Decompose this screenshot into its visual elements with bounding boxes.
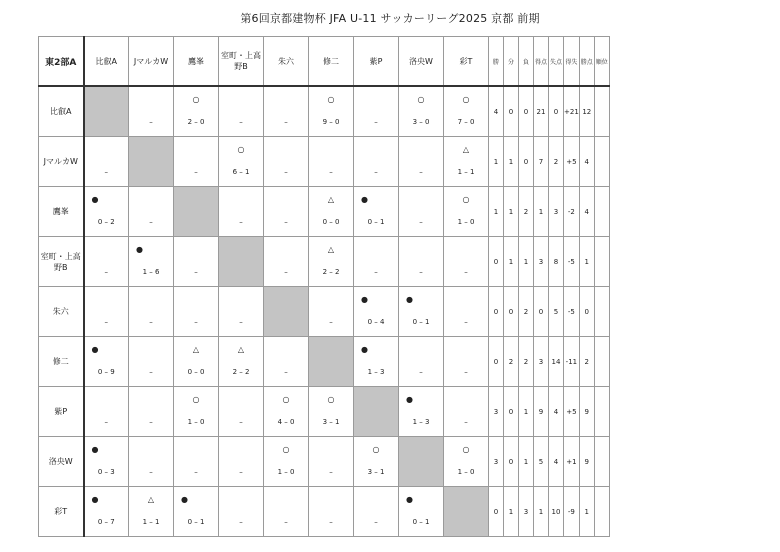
stat-header: 得点 <box>534 37 549 87</box>
win-icon: ○ <box>192 95 200 104</box>
match-result-cell <box>444 237 489 287</box>
match-score: – <box>374 268 378 276</box>
stat-value: 1 <box>504 187 519 237</box>
stat-value: +1 <box>564 437 580 487</box>
stat-value: 3 <box>519 487 534 537</box>
page-title: 第6回京都建物杯 JFA U-11 サッカーリーグ2025 京都 前期 <box>240 12 540 25</box>
win-icon: ○ <box>462 195 470 204</box>
draw-icon: △ <box>462 145 470 154</box>
match-result-cell <box>84 437 129 487</box>
row-team-name: 比叡A <box>39 86 84 137</box>
win-icon: ○ <box>282 445 290 454</box>
row-team-name: 洛央W <box>39 437 84 487</box>
match-result-cell <box>309 437 354 487</box>
stat-value: 21 <box>534 86 549 137</box>
loss-icon: ● <box>361 195 368 204</box>
match-result-cell <box>174 237 219 287</box>
team-row <box>39 187 610 237</box>
loss-icon: ● <box>91 195 99 204</box>
match-score: 0 – 7 <box>97 518 115 526</box>
stat-value: 1 <box>579 487 594 537</box>
match-result-cell <box>219 287 264 337</box>
match-score: 1 – 1 <box>457 168 475 176</box>
match-score: – <box>374 518 378 526</box>
match-score: – <box>104 268 108 276</box>
self-match-cell <box>444 487 489 537</box>
match-score: – <box>284 368 288 376</box>
match-score: – <box>284 218 288 226</box>
row-team-name: 鷹峯 <box>39 187 84 237</box>
stat-value: 9 <box>579 437 594 487</box>
loss-icon: ● <box>406 395 413 404</box>
match-result-cell <box>219 187 264 237</box>
stat-value: 9 <box>534 387 549 437</box>
match-score: – <box>104 168 108 176</box>
stat-value <box>594 487 609 537</box>
match-result-cell <box>399 287 444 337</box>
loss-icon: ● <box>91 345 99 354</box>
row-team-name: 紫P <box>39 387 84 437</box>
stat-value: 1 <box>504 137 519 187</box>
self-match-cell <box>129 137 174 187</box>
stat-header: 失点 <box>549 37 564 87</box>
stat-value: 0 <box>504 287 519 337</box>
stat-value: 4 <box>489 86 504 137</box>
stat-value: 0 <box>534 287 549 337</box>
match-score: – <box>104 418 108 426</box>
match-result-cell <box>264 237 309 287</box>
match-score: – <box>374 168 378 176</box>
match-score: – <box>419 218 423 226</box>
stat-value: 4 <box>549 437 564 487</box>
stat-value: 9 <box>579 387 594 437</box>
draw-icon: △ <box>327 245 335 254</box>
row-team-name: JマルカW <box>39 137 84 187</box>
win-icon: ○ <box>462 445 470 454</box>
match-result-cell <box>309 237 354 287</box>
match-result-cell <box>399 86 444 137</box>
match-result-cell <box>84 387 129 437</box>
column-team-header: 室町・上高野B <box>219 37 264 87</box>
column-team-header: 彩T <box>444 37 489 87</box>
match-score: 9 – 0 <box>322 118 340 126</box>
match-result-cell <box>354 287 399 337</box>
stat-value: 0 <box>489 487 504 537</box>
stat-value: 2 <box>504 337 519 387</box>
match-result-cell <box>174 387 219 437</box>
stat-value: 4 <box>579 137 594 187</box>
team-row <box>39 437 610 487</box>
match-score: – <box>194 318 198 326</box>
match-score: 1 – 0 <box>457 218 475 226</box>
stat-value: 0 <box>489 337 504 387</box>
match-score: – <box>329 168 333 176</box>
stat-value: 2 <box>519 187 534 237</box>
stat-value: 1 <box>534 487 549 537</box>
match-score: – <box>239 518 243 526</box>
match-score: 2 – 2 <box>322 268 340 276</box>
match-score: – <box>329 468 333 476</box>
match-result-cell <box>129 387 174 437</box>
column-team-header: 洛央W <box>399 37 444 87</box>
loss-icon: ● <box>406 295 413 304</box>
team-row <box>39 337 610 387</box>
stat-value: 0 <box>519 86 534 137</box>
match-result-cell <box>444 437 489 487</box>
match-score: 1 – 3 <box>367 368 385 376</box>
stat-value: 14 <box>549 337 564 387</box>
stat-value: 0 <box>489 287 504 337</box>
league-table <box>38 36 610 537</box>
stat-value: 5 <box>549 287 564 337</box>
loss-icon: ● <box>181 495 188 504</box>
match-score: 0 – 3 <box>97 468 115 476</box>
stat-value: 1 <box>519 387 534 437</box>
match-score: 0 – 1 <box>412 518 430 526</box>
match-result-cell <box>444 86 489 137</box>
match-score: 3 – 0 <box>412 118 430 126</box>
match-result-cell <box>309 287 354 337</box>
stat-header: 負 <box>519 37 534 87</box>
column-team-header: 修二 <box>309 37 354 87</box>
match-result-cell <box>354 337 399 387</box>
match-score: 0 – 0 <box>322 218 340 226</box>
column-team-header: 朱六 <box>264 37 309 87</box>
stat-value: 1 <box>579 237 594 287</box>
match-score: 6 – 1 <box>232 168 250 176</box>
stat-value: -5 <box>564 287 580 337</box>
stat-header: 順位 <box>594 37 609 87</box>
match-score: – <box>239 318 243 326</box>
match-score: 0 – 9 <box>97 368 115 376</box>
match-result-cell <box>129 337 174 387</box>
match-score: 1 – 0 <box>277 468 295 476</box>
match-score: 7 – 0 <box>457 118 475 126</box>
match-result-cell <box>264 137 309 187</box>
stat-value: -5 <box>564 237 580 287</box>
draw-icon: △ <box>237 345 245 354</box>
stat-value: 0 <box>579 287 594 337</box>
match-score: – <box>284 118 288 126</box>
win-icon: ○ <box>417 95 425 104</box>
match-score: – <box>239 418 243 426</box>
match-result-cell <box>354 137 399 187</box>
match-result-cell <box>309 387 354 437</box>
match-score: 0 – 1 <box>367 218 385 226</box>
match-result-cell <box>264 487 309 537</box>
win-icon: ○ <box>327 395 335 404</box>
stat-value: 3 <box>534 237 549 287</box>
match-score: – <box>104 318 108 326</box>
match-score: – <box>374 118 378 126</box>
match-result-cell <box>354 437 399 487</box>
match-result-cell <box>174 137 219 187</box>
draw-icon: △ <box>147 495 155 504</box>
stat-value: 1 <box>504 237 519 287</box>
match-score: – <box>149 318 153 326</box>
stat-value: 0 <box>519 137 534 187</box>
match-result-cell <box>84 137 129 187</box>
match-result-cell <box>354 187 399 237</box>
match-result-cell <box>219 437 264 487</box>
team-row <box>39 287 610 337</box>
self-match-cell <box>84 86 129 137</box>
match-result-cell <box>174 487 219 537</box>
match-score: – <box>149 118 153 126</box>
stat-value: 8 <box>549 237 564 287</box>
match-result-cell <box>309 86 354 137</box>
match-result-cell <box>84 487 129 537</box>
match-result-cell <box>399 237 444 287</box>
match-score: – <box>419 268 423 276</box>
stat-value: +21 <box>564 86 580 137</box>
stat-value: -9 <box>564 487 580 537</box>
match-score: – <box>284 168 288 176</box>
match-result-cell <box>444 137 489 187</box>
stat-value: -11 <box>564 337 580 387</box>
stat-value: 3 <box>549 187 564 237</box>
loss-icon: ● <box>91 445 99 454</box>
loss-icon: ● <box>361 295 368 304</box>
win-icon: ○ <box>282 395 290 404</box>
match-result-cell <box>354 237 399 287</box>
match-result-cell <box>264 387 309 437</box>
stat-value: 5 <box>534 437 549 487</box>
self-match-cell <box>264 287 309 337</box>
stat-header: 分 <box>504 37 519 87</box>
match-score: – <box>464 368 468 376</box>
team-row <box>39 86 610 137</box>
win-icon: ○ <box>327 95 335 104</box>
match-result-cell <box>399 337 444 387</box>
stat-value: 0 <box>504 387 519 437</box>
match-result-cell <box>174 86 219 137</box>
match-result-cell <box>399 487 444 537</box>
stat-value <box>594 86 609 137</box>
stat-value: 0 <box>504 86 519 137</box>
stat-value: 1 <box>489 137 504 187</box>
stat-value: 2 <box>519 287 534 337</box>
match-score: 1 – 1 <box>142 518 160 526</box>
draw-icon: △ <box>327 195 335 204</box>
match-score: 2 – 0 <box>187 118 205 126</box>
team-row <box>39 487 610 537</box>
win-icon: ○ <box>462 95 470 104</box>
match-score: – <box>419 368 423 376</box>
match-result-cell <box>219 487 264 537</box>
match-result-cell <box>129 237 174 287</box>
match-result-cell <box>354 86 399 137</box>
row-team-name: 彩T <box>39 487 84 537</box>
loss-icon: ● <box>136 245 143 254</box>
match-result-cell <box>129 187 174 237</box>
stat-value: 1 <box>534 187 549 237</box>
match-result-cell <box>84 337 129 387</box>
self-match-cell <box>354 387 399 437</box>
match-score: – <box>464 418 468 426</box>
match-score: 3 – 1 <box>322 418 340 426</box>
match-score: – <box>239 468 243 476</box>
self-match-cell <box>219 237 264 287</box>
self-match-cell <box>309 337 354 387</box>
stat-value: 1 <box>489 187 504 237</box>
stat-value: 4 <box>579 187 594 237</box>
match-score: 0 – 1 <box>412 318 430 326</box>
match-result-cell <box>309 487 354 537</box>
match-score: 0 – 1 <box>187 518 205 526</box>
match-score: 1 – 0 <box>187 418 205 426</box>
match-result-cell <box>399 387 444 437</box>
stat-header: 得失 <box>564 37 580 87</box>
header-row <box>39 37 610 87</box>
column-team-header: JマルカW <box>129 37 174 87</box>
stat-value: 2 <box>579 337 594 387</box>
match-result-cell <box>129 86 174 137</box>
match-result-cell <box>219 86 264 137</box>
loss-icon: ● <box>406 495 413 504</box>
stat-value: 2 <box>549 137 564 187</box>
team-row <box>39 137 610 187</box>
match-result-cell <box>84 187 129 237</box>
match-result-cell <box>264 437 309 487</box>
win-icon: ○ <box>192 395 200 404</box>
row-team-name: 室町・上高野B <box>39 237 84 287</box>
match-score: 0 – 2 <box>97 218 115 226</box>
stat-value: +5 <box>564 387 580 437</box>
stat-value <box>594 187 609 237</box>
match-score: – <box>149 418 153 426</box>
match-score: 0 – 0 <box>187 368 205 376</box>
stat-value: 1 <box>519 437 534 487</box>
match-result-cell <box>174 287 219 337</box>
stat-value: 0 <box>504 437 519 487</box>
match-result-cell <box>264 337 309 387</box>
match-score: 3 – 1 <box>367 468 385 476</box>
stat-value: 4 <box>549 387 564 437</box>
row-team-name: 修二 <box>39 337 84 387</box>
stat-value: 0 <box>549 86 564 137</box>
match-score: – <box>464 318 468 326</box>
match-result-cell <box>84 237 129 287</box>
match-result-cell <box>444 387 489 437</box>
match-score: 1 – 3 <box>412 418 430 426</box>
match-result-cell <box>399 187 444 237</box>
match-result-cell <box>219 137 264 187</box>
stat-value: 3 <box>489 437 504 487</box>
match-result-cell <box>174 437 219 487</box>
stat-value: 7 <box>534 137 549 187</box>
match-result-cell <box>444 337 489 387</box>
match-score: – <box>284 518 288 526</box>
stat-value: -2 <box>564 187 580 237</box>
match-score: – <box>149 468 153 476</box>
match-score: – <box>194 468 198 476</box>
match-result-cell <box>129 487 174 537</box>
stat-value: 10 <box>549 487 564 537</box>
stat-header: 勝点 <box>579 37 594 87</box>
self-match-cell <box>399 437 444 487</box>
match-score: – <box>329 518 333 526</box>
stat-value <box>594 137 609 187</box>
stat-value: 3 <box>534 337 549 387</box>
match-score: 1 – 6 <box>142 268 160 276</box>
division-label: 東2部A <box>39 37 84 87</box>
match-result-cell <box>309 137 354 187</box>
stat-value <box>594 237 609 287</box>
draw-icon: △ <box>192 345 200 354</box>
match-score: – <box>149 218 153 226</box>
win-icon: ○ <box>237 145 245 154</box>
match-score: 1 – 0 <box>457 468 475 476</box>
team-row <box>39 387 610 437</box>
match-score: – <box>284 268 288 276</box>
match-result-cell <box>264 187 309 237</box>
loss-icon: ● <box>361 345 368 354</box>
match-result-cell <box>309 187 354 237</box>
stat-value: 2 <box>519 337 534 387</box>
match-result-cell <box>129 437 174 487</box>
stat-value: +5 <box>564 137 580 187</box>
match-result-cell <box>399 137 444 187</box>
stat-value <box>594 437 609 487</box>
team-row <box>39 237 610 287</box>
stat-value: 3 <box>489 387 504 437</box>
match-result-cell <box>219 387 264 437</box>
match-score: – <box>464 268 468 276</box>
stat-value: 1 <box>504 487 519 537</box>
match-score: – <box>239 218 243 226</box>
match-score: – <box>419 168 423 176</box>
stat-value <box>594 287 609 337</box>
match-result-cell <box>264 86 309 137</box>
stat-value <box>594 387 609 437</box>
self-match-cell <box>174 187 219 237</box>
match-result-cell <box>444 187 489 237</box>
column-team-header: 紫P <box>354 37 399 87</box>
stat-header: 勝 <box>489 37 504 87</box>
match-score: – <box>329 318 333 326</box>
match-result-cell <box>84 287 129 337</box>
match-result-cell <box>219 337 264 387</box>
stat-value: 1 <box>519 237 534 287</box>
match-score: 4 – 0 <box>277 418 295 426</box>
loss-icon: ● <box>91 495 99 504</box>
match-result-cell <box>444 287 489 337</box>
column-team-header: 比叡A <box>84 37 129 87</box>
stat-value: 0 <box>489 237 504 287</box>
column-team-header: 鷹峯 <box>174 37 219 87</box>
match-result-cell <box>129 287 174 337</box>
stat-value: 12 <box>579 86 594 137</box>
match-score: 0 – 4 <box>367 318 385 326</box>
match-score: – <box>194 168 198 176</box>
match-score: 2 – 2 <box>232 368 250 376</box>
match-result-cell <box>354 487 399 537</box>
win-icon: ○ <box>372 445 380 454</box>
match-score: – <box>194 268 198 276</box>
match-score: – <box>239 118 243 126</box>
match-score: – <box>149 368 153 376</box>
match-result-cell <box>174 337 219 387</box>
row-team-name: 朱六 <box>39 287 84 337</box>
stat-value <box>594 337 609 387</box>
